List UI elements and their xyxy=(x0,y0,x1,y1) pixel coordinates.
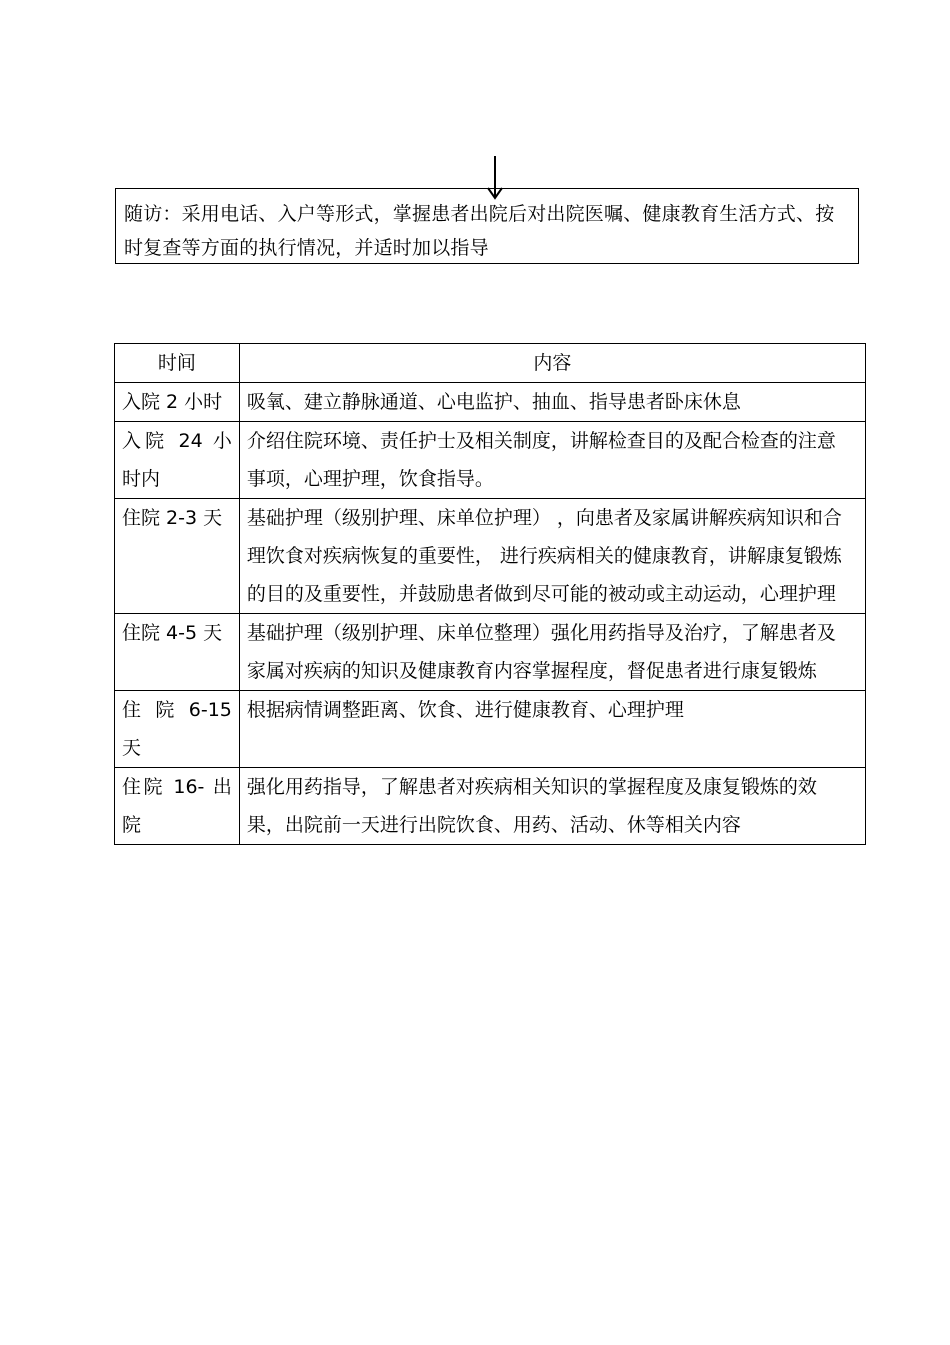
table-row xyxy=(115,499,866,614)
table-header-row xyxy=(115,344,866,383)
followup-box xyxy=(115,188,859,264)
row-time: 住院 2-3 天 xyxy=(115,499,240,614)
row-content: 吸氧、建立静脉通道、心电监护、抽血、指导患者卧床休息 xyxy=(239,383,865,422)
row-time: 入院 2 小时 xyxy=(115,383,240,422)
table-row xyxy=(115,383,866,422)
row-time: 住院 16- 出院 xyxy=(115,768,240,845)
table-row xyxy=(115,422,866,499)
row-content: 根据病情调整距离、饮食、进行健康教育、心理护理 xyxy=(239,691,865,768)
row-content: 介绍住院环境、责任护士及相关制度，讲解检查目的及配合检查的注意事项，心理护理，饮食指导。 xyxy=(239,422,865,499)
row-content: 基础护理（级别护理、床单位整理）强化用药指导及治疗，了解患者及家属对疾病的知识及健康教育内容掌握程度，督促患者进行康复锻炼 xyxy=(239,614,865,691)
table-row xyxy=(115,614,866,691)
row-content: 强化用药指导，了解患者对疾病相关知识的掌握程度及康复锻炼的效果，出院前一天进行出院饮食、用药、活动、休等相关内容 xyxy=(239,768,865,845)
row-time: 入院 24 小时内 xyxy=(115,422,240,499)
row-time: 住 院 6-15 天 xyxy=(115,691,240,768)
row-content: 基础护理（级别护理、床单位护理） ，向患者及家属讲解疾病知识和合理饮食对疾病恢复的重要性， 进行疾病相关的健康教育，讲解康复锻炼的目的及重要性，并鼓励患者做到尽可能的被动或主动运动，心理护理 xyxy=(239,499,865,614)
header-content: 内容 xyxy=(239,344,865,383)
followup-text: 随访：采用电话、入户等形式，掌握患者出院后对出院医嘱、健康教育生活方式、按时复查等方面的执行情况，并适时加以指导 xyxy=(124,203,835,259)
table-row xyxy=(115,768,866,845)
row-time: 住院 4-5 天 xyxy=(115,614,240,691)
nursing-schedule-table xyxy=(114,343,866,845)
header-time: 时间 xyxy=(115,344,240,383)
table-row xyxy=(115,691,866,768)
